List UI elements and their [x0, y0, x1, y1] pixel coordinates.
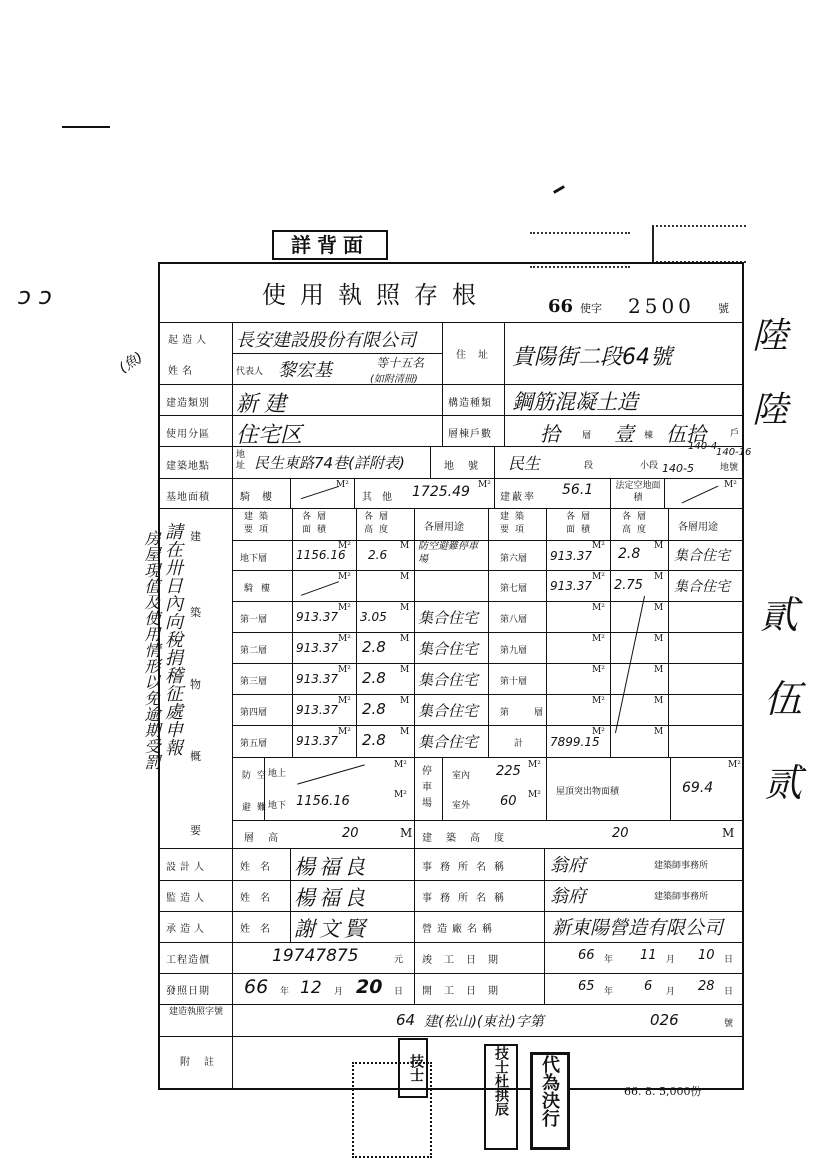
hline [158, 1036, 744, 1037]
done-label: 竣工日期 [422, 955, 510, 966]
vline [290, 848, 291, 942]
owner-name-label: 姓名 [168, 366, 196, 377]
unit-m2: M² [592, 727, 605, 737]
unit-m2: M² [592, 696, 605, 706]
owner-addr-label: 住址 [456, 350, 500, 361]
contractor-firm: 新東陽營造有限公司 [552, 917, 724, 939]
parking-label: 停車場 [422, 766, 432, 809]
floor-height-label: 層高 [244, 833, 292, 844]
sublot-char: 小段 [640, 461, 659, 471]
th-height: 各層高度 [364, 512, 395, 535]
vline [610, 508, 611, 757]
th-use-r: 各層用途 [678, 522, 718, 533]
unit-m: M [400, 541, 410, 551]
unit-m: M [654, 665, 664, 675]
floor-label: 第九層 [500, 646, 528, 656]
header-char: 使字 [580, 302, 602, 315]
designer-office-label: 事務所名稱 [422, 862, 512, 873]
floor-area: 913.37 [550, 579, 592, 593]
issue-label: 發照日期 [166, 986, 210, 997]
done-y-char: 年 [604, 955, 614, 965]
bldg-side-5: 要 [190, 824, 201, 837]
hline [158, 384, 744, 385]
parking-indoor: 室內 [452, 771, 471, 781]
unit-m: M [400, 665, 410, 675]
bldg-value: 壹 [614, 422, 634, 446]
roof-label: 屋頂突出物面積 [556, 787, 620, 797]
issue-m-char: 月 [334, 987, 344, 997]
bldg-height-label: 建築高度 [422, 833, 518, 844]
zone-label: 使用分區 [166, 429, 210, 440]
floor-label: 第十層 [500, 677, 528, 687]
unit-m: M [654, 572, 664, 582]
permit-number: 2500 [628, 294, 695, 318]
bldg-side-1: 建 [190, 530, 201, 543]
floor-use: 集合住宅 [674, 579, 730, 595]
unit-m2: M² [338, 696, 351, 706]
done-year: 66 [578, 948, 595, 963]
vline [488, 508, 489, 757]
th-area-r: 各層面積 [566, 512, 597, 535]
floor-area: 913.37 [296, 703, 338, 717]
vline [546, 757, 547, 820]
unit-m2: M² [528, 790, 541, 800]
start-day: 28 [698, 979, 715, 994]
vline [414, 820, 415, 848]
owner-rep-prefix: 代表人 [236, 367, 264, 377]
header-suffix: 號 [718, 302, 729, 315]
open-space-label: 法定空地面積 [615, 481, 661, 503]
permit-num: 026 [650, 1011, 679, 1029]
other-label: 其他 [362, 492, 402, 503]
vline [414, 757, 415, 820]
vline [354, 478, 355, 508]
unit-m: M [654, 541, 664, 551]
arcade-label: 騎樓 [240, 492, 284, 503]
floor-label: 地下層 [240, 554, 268, 564]
zone-value: 住宅区 [236, 423, 303, 448]
hline [158, 880, 744, 881]
unit-m: M [654, 603, 664, 613]
unit-m2: M² [394, 760, 407, 770]
unit-m2: M² [592, 665, 605, 675]
start-d-char: 日 [724, 987, 734, 997]
contractor-firm-label: 營造廠名稱 [422, 924, 497, 935]
floor-area: 1156.16 [296, 548, 346, 562]
vline [670, 757, 671, 820]
build-kind: 新建 [236, 392, 293, 417]
floor-label: 第三層 [240, 677, 268, 687]
unit-m2: M² [592, 634, 605, 644]
cost-value: 19747875 [272, 946, 359, 966]
struct-label: 構造種類 [448, 398, 492, 409]
vline [664, 478, 665, 508]
right-margin-4: 伍 [764, 677, 803, 721]
unit-m2: M² [592, 541, 605, 551]
right-margin-1: 陸 [752, 316, 789, 357]
unit-m: M [400, 727, 410, 737]
floor-use: 集合住宅 [418, 671, 479, 689]
floor-use: 集合住宅 [674, 548, 730, 564]
owner-rep: 黎宏基 [278, 360, 332, 381]
roof-value: 69.4 [682, 780, 714, 796]
hline [232, 820, 744, 821]
lot-num-1: 140-4 [688, 441, 718, 452]
floor-height: 2.8 [362, 731, 386, 749]
struct-value: 鋼筋混凝土造 [512, 390, 638, 414]
unit-m: M [400, 634, 410, 644]
area-unit-3: M² [724, 480, 737, 490]
vline [430, 446, 431, 478]
bldg-side-4: 概 [190, 750, 201, 763]
th-item-r: 建築要項 [500, 512, 531, 535]
unit-m: M [654, 696, 664, 706]
floor-height: 2.8 [362, 669, 386, 687]
issue-month: 12 [300, 978, 322, 998]
cost-label: 工程造價 [166, 955, 210, 966]
header-year: 66 [548, 296, 574, 317]
done-day: 10 [698, 948, 715, 963]
hline [158, 942, 744, 943]
permit-prefix: 64 [396, 1011, 416, 1029]
ink-mark [62, 126, 110, 128]
left-note-2: 房屋現值及使用情形以免逾期受罰 [142, 530, 161, 770]
issue-d-char: 日 [394, 987, 404, 997]
hline [158, 322, 744, 323]
parking-indoor-value: 225 [496, 764, 521, 779]
unit-char: 戶 [730, 429, 740, 439]
th-area: 各層面積 [302, 512, 333, 535]
site-label: 建築地點 [166, 461, 210, 472]
issue-day: 20 [356, 976, 383, 998]
vline [610, 478, 611, 508]
floors-label: 層棟戶數 [448, 429, 492, 440]
permit-suffix: 號 [724, 1019, 734, 1029]
vline [546, 508, 547, 757]
owner-address: 貴陽街二段64號 [512, 345, 672, 370]
vline [414, 942, 415, 1004]
permit-mid: 建(松山)(東社)字第 [424, 1014, 544, 1030]
unit-m2: M² [338, 727, 351, 737]
area-unit: M² [336, 480, 349, 490]
shelter-label-1: 防空 [242, 771, 273, 781]
issue-year: 66 [244, 976, 269, 998]
supervisor-office-suffix: 建築師事務所 [654, 892, 709, 902]
right-margin-2: 陸 [752, 390, 789, 431]
vline [414, 848, 415, 942]
floor-use: 集合住宅 [418, 640, 479, 658]
bldg-side-2: 築 [190, 606, 201, 619]
floor-label: 第二層 [240, 646, 268, 656]
vline [356, 508, 357, 757]
start-month: 6 [644, 979, 653, 994]
supervisor-label: 監造人 [166, 893, 208, 904]
floor-area: 913.37 [296, 641, 338, 655]
left-note-1: 請在卅日內向稅捐稽征處申報 [162, 522, 183, 756]
ratio-value: 56.1 [562, 482, 594, 498]
height-unit-2: M [722, 826, 735, 840]
contractor-name: 謝文賢 [294, 917, 369, 941]
parking-outdoor-value: 60 [500, 794, 517, 809]
unit-m2: M² [338, 634, 351, 644]
vline [494, 478, 495, 508]
hline [232, 757, 744, 758]
floor-use: 集合住宅 [418, 609, 479, 627]
unit-m: M [400, 696, 410, 706]
floor-height-value: 20 [342, 826, 359, 841]
section-char: 段 [584, 461, 594, 471]
floor-char: 層 [582, 431, 592, 441]
hline [158, 911, 744, 912]
unit-m: M [654, 634, 664, 644]
done-month: 11 [640, 948, 657, 963]
supervisor-name: 楊福良 [294, 886, 369, 910]
floor-label: 第一層 [240, 615, 268, 625]
footer-print-info: 66. 8. 5,000份 [624, 1085, 702, 1098]
unit-m2: M² [394, 790, 407, 800]
lot-char: 地號 [720, 463, 739, 473]
owner-note2: (如附清冊) [370, 374, 418, 385]
designer-label: 設計人 [166, 862, 208, 873]
designer-name-label: 姓名 [240, 862, 280, 873]
engineer-stamp: 技士杜拱辰 [484, 1044, 518, 1150]
floor-use: 防空避難停車場 [418, 541, 478, 565]
vline [504, 322, 505, 446]
unit-m: M [400, 572, 410, 582]
th-item: 建築要項 [244, 512, 275, 535]
vline [232, 322, 233, 1090]
floor-use: 集合住宅 [418, 702, 479, 720]
hline [158, 973, 744, 974]
floor-label: 計 [514, 739, 524, 749]
floor-label: 騎樓 [244, 584, 279, 594]
units-value: 伍拾 [666, 422, 706, 446]
start-year: 65 [578, 979, 595, 994]
th-use: 各層用途 [424, 522, 464, 533]
vline [414, 508, 415, 757]
floor-label: 第七層 [500, 584, 528, 594]
lot-num-3: 140-5 [662, 462, 694, 475]
permit-label: 建造執照字號 [168, 1007, 223, 1017]
parking-outdoor: 室外 [452, 801, 471, 811]
floor-height: 3.05 [360, 610, 387, 624]
hline [158, 478, 744, 479]
contractor-label: 承造人 [166, 924, 208, 935]
unit-m2: M² [592, 572, 605, 582]
bldg-side-3: 物 [190, 678, 201, 691]
th-height-r: 各層高度 [622, 512, 653, 535]
floor-area: 913.37 [296, 610, 338, 624]
vline [292, 508, 293, 757]
site-address: 民生東路74巷(詳附表) [254, 454, 405, 472]
designer-office-suffix: 建築師事務所 [654, 861, 709, 871]
lot-label: 地號 [444, 461, 492, 472]
unit-m2: M² [528, 760, 541, 770]
contractor-name-label: 姓名 [240, 924, 280, 935]
designer-office: 翁府 [550, 855, 586, 876]
lot-num-2: 140-16 [716, 447, 752, 458]
supervisor-name-label: 姓名 [240, 893, 280, 904]
remarks-label: 附註 [180, 1057, 228, 1068]
floor-height: 2.8 [618, 546, 641, 562]
floor-label: 第 層 [500, 708, 552, 718]
floor-area: 913.37 [550, 549, 592, 563]
floor-area: 913.37 [296, 734, 338, 748]
section-name: 民生 [508, 454, 541, 473]
unit-m2: M² [592, 603, 605, 613]
owner-note1: 等十五名 [376, 356, 425, 370]
right-margin-5: 贰 [764, 761, 803, 805]
floors-value: 拾 [540, 422, 560, 446]
supervisor-office: 翁府 [550, 886, 586, 907]
floor-height: 2.6 [368, 548, 388, 562]
floor-use: 集合住宅 [418, 733, 479, 751]
hline [158, 848, 744, 849]
bldg-height-value: 20 [612, 826, 629, 841]
bldg-char: 棟 [644, 431, 654, 441]
floor-label: 第四層 [240, 708, 268, 718]
shelter-label-2: 避難 [242, 803, 273, 813]
start-m-char: 月 [666, 987, 676, 997]
floor-height: 2.8 [362, 638, 386, 656]
shelter-below: 地下 [268, 801, 287, 811]
done-d-char: 日 [724, 955, 734, 965]
height-unit: M [400, 826, 413, 840]
site-addr-label: 地址 [236, 450, 246, 471]
done-m-char: 月 [666, 955, 676, 965]
designer-name: 楊福良 [294, 855, 369, 879]
hline [158, 508, 744, 509]
vline [494, 446, 495, 478]
owner-label: 起造人 [168, 335, 210, 346]
floor-label: 第五層 [240, 739, 268, 749]
supervisor-office-label: 事務所名稱 [422, 893, 512, 904]
unit-m2: M² [338, 665, 351, 675]
unit-m2: M² [338, 572, 351, 582]
unit-m: M [654, 727, 664, 737]
floor-height: 2.8 [362, 700, 386, 718]
shelter-above: 地上 [268, 769, 287, 779]
unit-m2: M² [338, 603, 351, 613]
floor-label: 第六層 [500, 554, 528, 564]
vline [442, 757, 443, 820]
vline [544, 942, 545, 1004]
vline [442, 322, 443, 446]
other-value: 1725.49 [412, 484, 470, 500]
unit-m2: M² [728, 760, 741, 770]
cost-unit: 元 [394, 955, 404, 965]
detail-back-box: 詳背面 [272, 230, 388, 260]
start-y-char: 年 [604, 987, 614, 997]
issue-y-char: 年 [280, 987, 290, 997]
vline [668, 508, 669, 757]
owner-company: 長安建設股份有限公司 [236, 330, 416, 351]
faded-stamp [652, 225, 746, 263]
start-label: 開工日期 [422, 986, 510, 997]
area-label: 基地面積 [166, 492, 210, 503]
vline [290, 478, 291, 508]
build-kind-label: 建造類別 [166, 398, 210, 409]
margin-scribble-note: (魚) [116, 349, 146, 377]
margin-scribble-left: ɔ ɔ [18, 282, 53, 310]
total-area: 7899.15 [550, 735, 600, 749]
ratio-label: 建蔽率 [500, 492, 536, 503]
unit-m2: M² [338, 541, 351, 551]
form-title: 使用執照存根 [262, 281, 490, 309]
unit-m: M [400, 603, 410, 613]
inspector-stamp-inner: 技士 [398, 1038, 428, 1098]
right-margin-3: 貳 [760, 593, 799, 637]
area-unit-2: M² [478, 480, 491, 490]
floor-height: 2.75 [614, 578, 643, 593]
floor-label: 第八層 [500, 615, 528, 625]
decision-stamp: 代為決行 [530, 1052, 570, 1150]
vline [544, 848, 545, 942]
hline [158, 1004, 744, 1005]
ink-mark [553, 185, 565, 194]
shelter-below-value: 1156.16 [296, 794, 350, 809]
floor-area: 913.37 [296, 672, 338, 686]
